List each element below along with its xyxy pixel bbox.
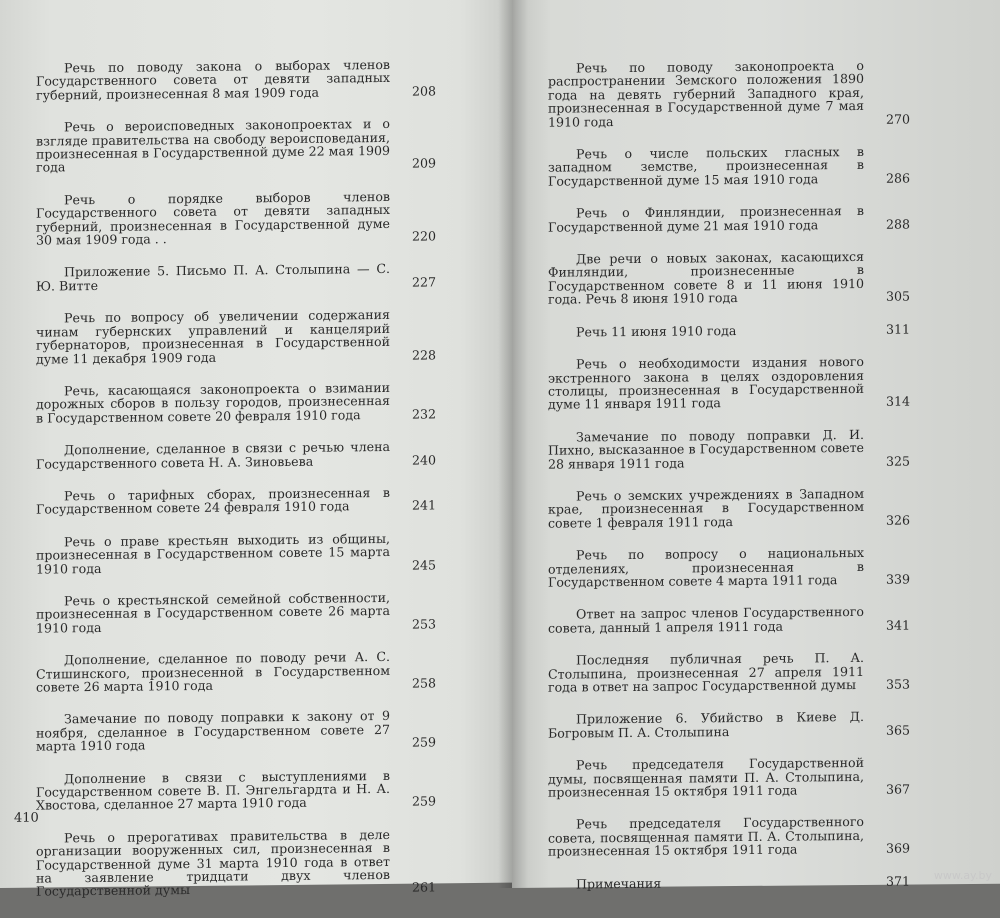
toc-entry-page: 339: [885, 571, 910, 587]
toc-entry: [548, 204, 910, 234]
toc-entry-title: Речь о числе польских гласных в западном земстве, произнесенная в Государственной думе 15 мая 1910 года: [548, 143, 864, 189]
toc-entry-title: Примечания: [576, 875, 662, 892]
toc-entry-page: 259: [411, 734, 436, 750]
toc-entry-page: 341: [885, 617, 910, 633]
toc-entry-title: Речь 11 июня 1910 года: [576, 322, 737, 340]
toc-entry-page: 259: [411, 793, 436, 810]
left-toc-list: [36, 57, 436, 917]
toc-entry-page: 261: [411, 879, 436, 896]
toc-entry: [36, 189, 436, 247]
toc-entry-title: Две речи о новых законах, касающихся Финляндии, произнесенные в Государственном совете 8 и 11 июня 1910 года. Речь 8 июня 1910 года: [548, 248, 864, 307]
toc-entry: [36, 57, 436, 101]
toc-entry-page: 208: [411, 83, 436, 99]
toc-entry-page: 232: [411, 406, 436, 422]
right-toc-list: [548, 59, 910, 910]
toc-entry: [548, 710, 910, 740]
toc-entry: [548, 486, 910, 529]
toc-entry-title: Дополнение в связи с выступлениями в Государственном совете В. П. Энгельгардта и Н. А. Хвостова, сделанное 27 марта 1910 года: [36, 767, 390, 814]
toc-entry: [548, 815, 910, 858]
toc-entry-page: 369: [885, 840, 910, 856]
watermark: www.ay.by: [933, 869, 992, 882]
toc-entry-title: Последняя публичная речь П. А. Столыпина, произнесенная 27 апреля 1911 года в ответ на запрос Государственной думы: [548, 650, 864, 695]
toc-entry: [548, 756, 910, 799]
toc-entry: [548, 355, 910, 412]
toc-entry: [36, 650, 436, 694]
toc-entry-title: Речь о тарифных сборах, произнесенная в Государственном совете 24 февраля 1910 года: [36, 484, 390, 517]
toc-entry-page: 286: [885, 170, 910, 186]
toc-entry-title: Речь о Финляндии, произнесенная в Государственной думе 21 мая 1910 года: [548, 203, 864, 235]
toc-entry-page: 240: [411, 451, 436, 468]
toc-entry: [548, 651, 910, 694]
toc-entry-title: Замечание по поводу поправки Д. И. Пихно, высказанное в Государственном совете 28 января 1911 года: [548, 426, 864, 472]
toc-entry-page: 245: [411, 556, 436, 573]
toc-entry-title: Речь по вопросу об увеличении содержания чинам губернских управлений и канцелярий губернаторов, произнесенная в Государственной думе 11 декабря 1909 года: [36, 307, 390, 367]
toc-entry-page: 209: [411, 155, 436, 172]
toc-entry: [36, 380, 436, 424]
toc-entry-page: 371: [885, 873, 910, 889]
toc-entry-title: Ответ на запрос членов Государственного совета, данный 1 апреля 1911 года: [548, 604, 864, 636]
toc-entry-title: Речь о прерогативах правительства в деле организации вооруженных сил, произнесенная в Государственной думе 31 марта 1910 года в ответ на заявление тридцати двух членов Государственной думы: [36, 826, 390, 900]
toc-entry-title: Речь о праве крестьян выходить из общины, произнесенная в Государственном совете 15 марта 1910 года: [36, 530, 390, 577]
toc-entry: [548, 322, 910, 339]
toc-entry-title: Приложение 6. Убийство в Киеве Д. Богровым П. А. Столыпина: [548, 709, 864, 741]
toc-entry-title: Замечание по поводу поправки к закону от 9 ноября, сделанное в Государственном совете 27 марта 1910 года: [36, 708, 390, 754]
toc-entry-page: 353: [885, 676, 910, 692]
toc-entry-title: Дополнение, сделанное в связи с речью члена Государственного совета Н. А. Зиновьева: [36, 439, 390, 472]
toc-entry-title: Речь председателя Государственной думы, посвященная памяти П. А. Столыпина, произнесенная 15 октября 1911 года: [548, 755, 864, 800]
toc-entry-title: Дополнение, сделанное по поводу речи А. С. Стишинского, произнесенной в Государственном совете 26 марта 1910 года: [36, 649, 390, 695]
toc-entry: [36, 308, 436, 366]
toc-entry-page: 258: [411, 675, 436, 691]
toc-entry: [36, 440, 436, 471]
toc-entry-page: 314: [885, 393, 910, 410]
toc-entry: [36, 590, 436, 634]
toc-entry-page: 311: [885, 321, 910, 337]
toc-entry: [548, 250, 910, 307]
toc-entry: [36, 768, 436, 812]
toc-entry: [36, 485, 436, 516]
toc-entry-page: 365: [885, 722, 910, 738]
toc-entry: [548, 605, 910, 635]
toc-entry-title: Речь о порядке выборов членов Государственного совета от девяти западных губерний, произнесенная в Государственной думе 30 мая 1909 года . .: [36, 188, 390, 248]
toc-entry: [36, 262, 436, 293]
toc-entry: [36, 531, 436, 575]
toc-entry-page: 325: [885, 453, 910, 469]
toc-entry: [36, 117, 436, 175]
toc-entry: [36, 709, 436, 753]
toc-entry-page: 241: [411, 497, 436, 514]
toc-entry-title: Речь о вероисповедных законопроектах и о взгляде правительства на свободу вероисповедания, произнесенная в Государственной думе 22 мая 1909 года: [36, 116, 390, 176]
toc-entry: [548, 59, 910, 129]
toc-entry-title: Речь о земских учреждениях в Западном крае, произнесенная в Государственном совете 1 февраля 1911 года: [548, 485, 864, 531]
toc-entry-title: Речь о крестьянской семейной собственности, произнесенная в Государственном совете 26 марта 1910 года: [36, 589, 390, 636]
toc-entry-title: Речь председателя Государственного совета, посвященная памяти П. А. Столыпина, произнесенная 15 октября 1911 года: [548, 814, 864, 859]
toc-entry-page: 227: [411, 274, 436, 290]
toc-entry-page: 367: [885, 781, 910, 797]
toc-entry-title: Речь по поводу закона о выборах членов Государственного совета от девяти западных губерний, произнесенная 8 мая 1909 года: [36, 56, 390, 103]
toc-entry-page: 253: [411, 616, 436, 632]
toc-entry: [548, 145, 910, 188]
toc-entry-title: Речь, касающаяся законопроекта о взимании дорожных сборов в пользу городов, произнесенная в Государственном совете 20 февраля 1910 года: [36, 379, 390, 426]
toc-entry-page: 270: [885, 111, 910, 127]
toc-entry: [548, 427, 910, 470]
toc-entry-page: 326: [885, 512, 910, 528]
toc-entry: [548, 546, 910, 589]
toc-entry: [548, 874, 910, 891]
toc-entry-page: 228: [411, 346, 436, 363]
toc-entry-page: 220: [411, 228, 436, 244]
toc-entry-title: Речь по вопросу о национальных отделениях, произнесенная в Государственном совете 4 марта 1911 года: [548, 545, 864, 590]
toc-entry-page: 288: [885, 216, 910, 232]
page-number: 410: [14, 810, 39, 826]
toc-entry-title: Речь о необходимости издания нового экстренного закона в целях оздоровления столицы, произнесенная в Государственной думе 11 января 1911 года: [548, 354, 864, 412]
toc-entry-title: Приложение 5. Письмо П. А. Столыпина — С. Ю. Витте: [36, 261, 390, 294]
toc-entry-page: 305: [885, 288, 910, 305]
right-page: [512, 0, 1000, 892]
toc-entry-title: Речь по поводу законопроекта о распространении Земского положения 1890 года на девять губерний Западного края, произнесенная в Государственной думе 7 мая 1910 года: [548, 57, 864, 130]
